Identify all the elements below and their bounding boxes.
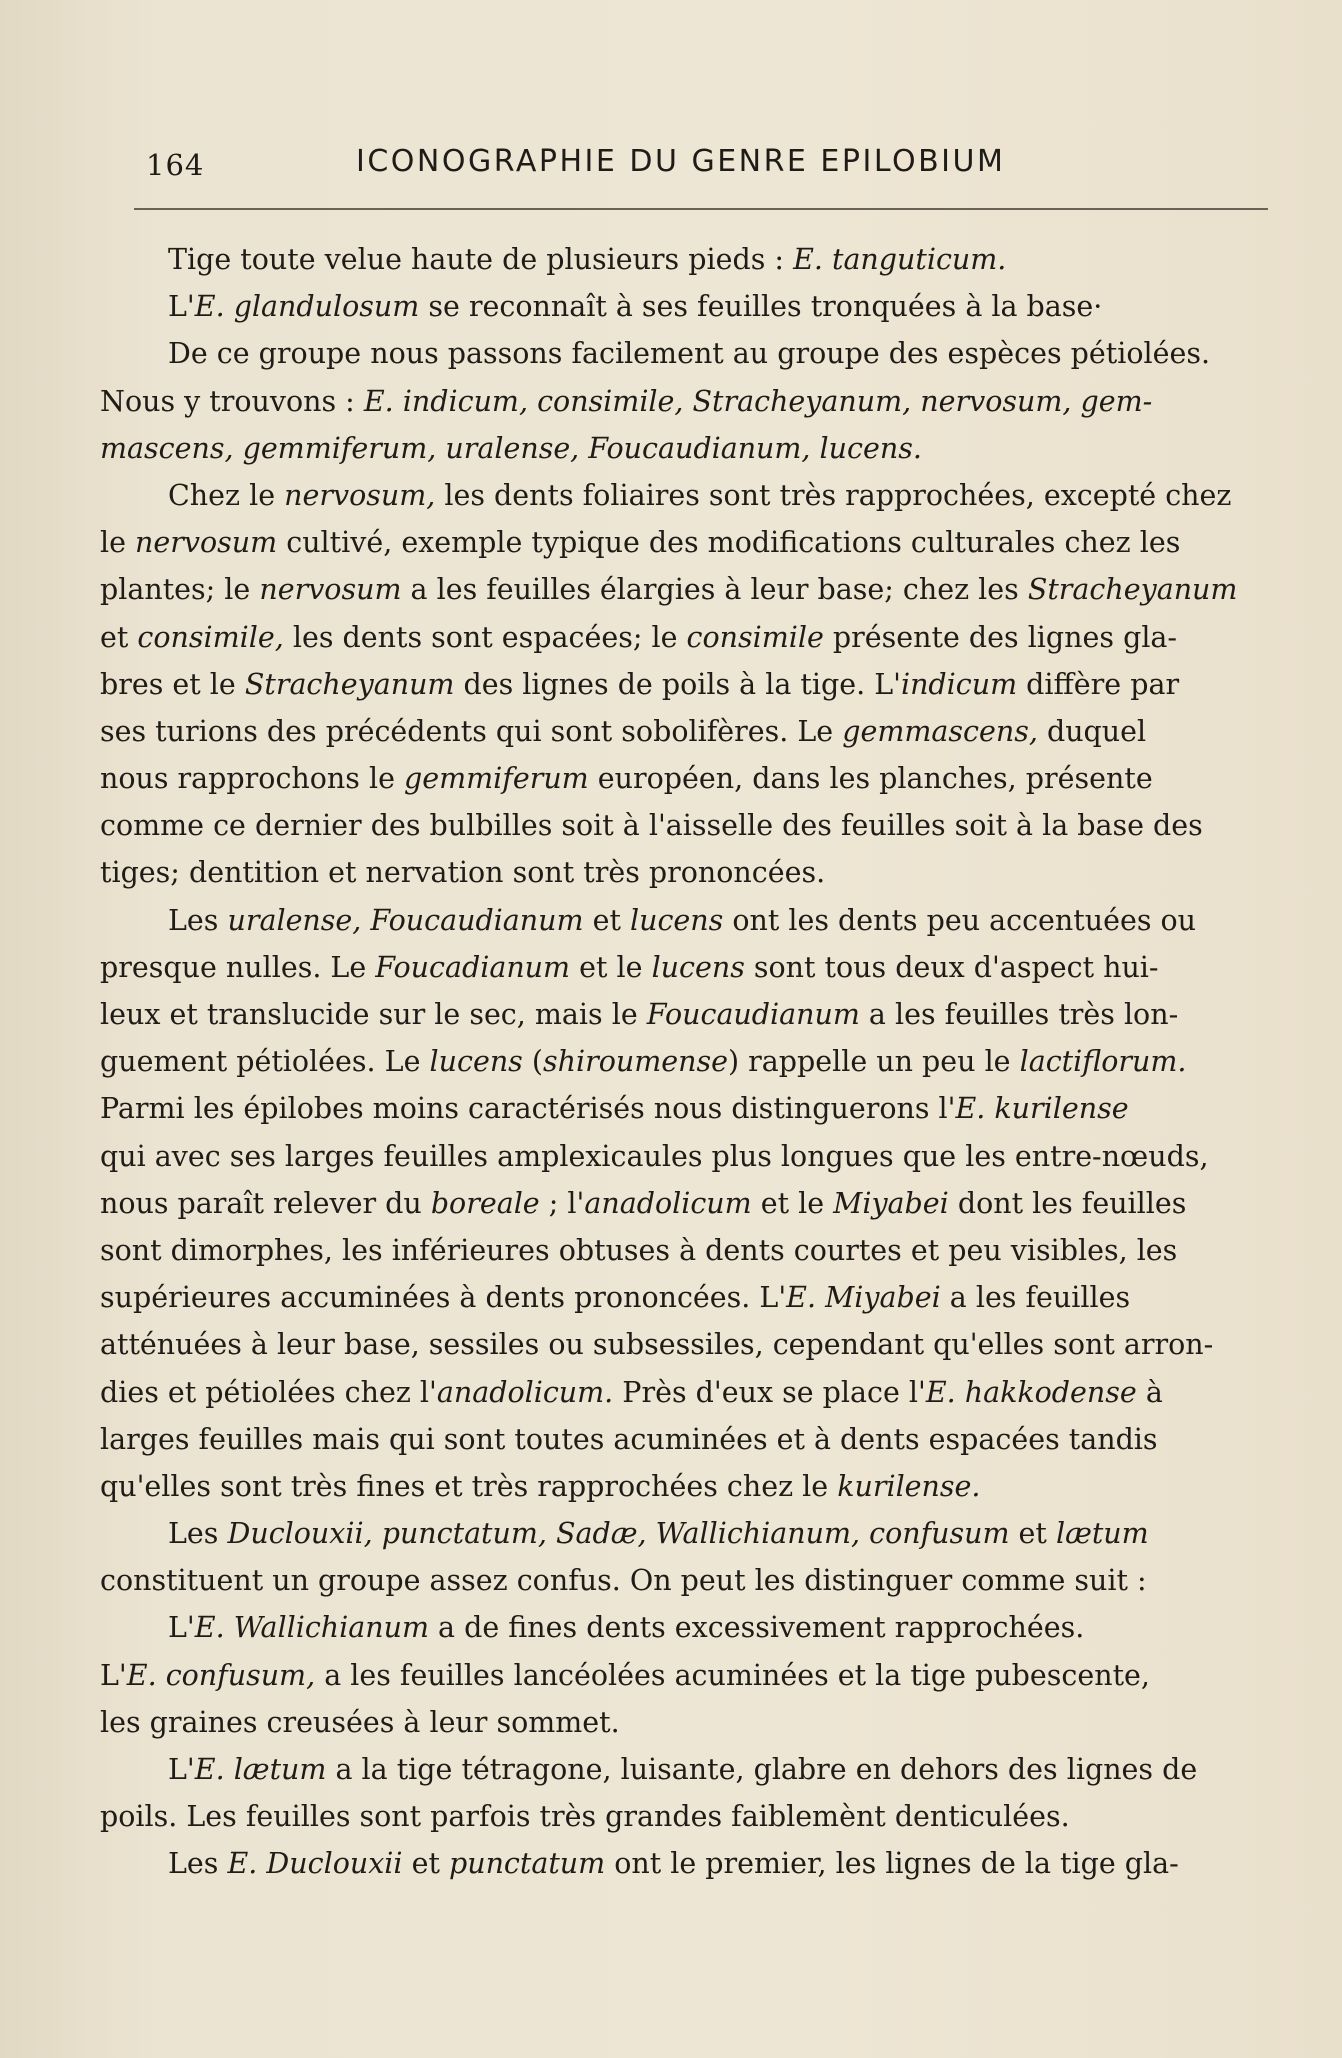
text-line: qui avec ses larges feuilles amplexicaules plus longues que les entre-nœuds, (100, 1139, 1209, 1173)
text-line: comme ce dernier des bulbilles soit à l'aisselle des feuilles soit à la base des (100, 809, 1203, 843)
text-line: larges feuilles mais qui sont toutes acuminées et à dents espacées tandis (100, 1422, 1158, 1456)
text-line: presque nulles. Le Foucadianum et le lucens sont tous deux d'aspect hui- (100, 950, 1159, 984)
text-line: constituent un groupe assez confus. On peut les distinguer comme suit : (100, 1564, 1147, 1598)
text-line: mascens, gemmiferum, uralense, Foucaudianum, lucens. (100, 431, 922, 465)
text-line: Les Duclouxii, punctatum, Sadæ, Wallichianum, confusum et lætum (168, 1517, 1149, 1551)
text-line: sont dimorphes, les inférieures obtuses à dents courtes et peu visibles, les (100, 1233, 1178, 1267)
text-line: L'E. confusum, a les feuilles lancéolées acuminées et la tige pubescente, (100, 1658, 1150, 1692)
page-number: 164 (146, 148, 205, 182)
text-line: qu'elles sont très fines et très rapprochées chez le kurilense. (100, 1469, 981, 1503)
text-line: Chez le nervosum, les dents foliaires sont très rapprochées, excepté chez (168, 478, 1232, 512)
running-title: ICONOGRAPHIE DU GENRE EPILOBIUM (356, 144, 1006, 179)
text-line: L'E. Wallichianum a de fines dents excessivement rapprochées. (168, 1611, 1085, 1645)
body-text (100, 236, 1262, 1888)
text-line: Parmi les épilobes moins caractérisés nous distinguerons l'E. kurilense (100, 1092, 1129, 1126)
text-line: plantes; le nervosum a les feuilles élargies à leur base; chez les Stracheyanum (100, 573, 1238, 607)
text-line: ses turions des précédents qui sont sobolifères. Le gemmascens, duquel (100, 714, 1147, 748)
text-line: Nous y trouvons : E. indicum, consimile, Stracheyanum, nervosum, gem- (100, 384, 1153, 418)
text-line: les graines creusées à leur sommet. (100, 1705, 620, 1739)
text-line: L'E. glandulosum se reconnaît à ses feuilles tronquées à la base· (168, 290, 1103, 324)
text-line: Les E. Duclouxii et punctatum ont le premier, les lignes de la tige gla- (168, 1847, 1179, 1881)
text-line: Les uralense, Foucaudianum et lucens ont les dents peu accentuées ou (168, 903, 1197, 937)
text-line: bres et le Stracheyanum des lignes de poils à la tige. L'indicum diffère par (100, 667, 1180, 701)
text-line: le nervosum cultivé, exemple typique des modifications culturales chez les (100, 526, 1181, 560)
text-line: Tige toute velue haute de plusieurs pieds : E. tanguticum. (168, 243, 1007, 276)
text-line: supérieures accuminées à dents prononcées. L'E. Miyabei a les feuilles (100, 1281, 1131, 1315)
text-line: poils. Les feuilles sont parfois très grandes faiblemènt denticulées. (100, 1800, 1070, 1834)
page-header (146, 140, 1268, 190)
text-line: dies et pétiolées chez l'anadolicum. Près d'eux se place l'E. hakkodense à (100, 1375, 1163, 1409)
text-line: De ce groupe nous passons facilement au groupe des espèces pétiolées. (168, 337, 1211, 371)
text-line: tiges; dentition et nervation sont très prononcées. (100, 856, 826, 890)
text-line: atténuées à leur base, sessiles ou subsessiles, cependant qu'elles sont arron- (100, 1328, 1214, 1362)
text-line: et consimile, les dents sont espacées; le consimile présente des lignes gla- (100, 620, 1178, 654)
text-line: nous rapprochons le gemmiferum européen, dans les planches, présente (100, 762, 1153, 796)
text-line: L'E. lætum a la tige tétragone, luisante, glabre en dehors des lignes de (168, 1753, 1198, 1786)
text-line: leux et translucide sur le sec, mais le Foucaudianum a les feuilles très lon- (100, 998, 1179, 1031)
text-line: nous paraît relever du boreale ; l'anadolicum et le Miyabei dont les feuilles (100, 1186, 1187, 1220)
header-rule (134, 208, 1268, 210)
text-line: guement pétiolées. Le lucens (shiroumense) rappelle un peu le lactiflorum. (100, 1045, 1187, 1079)
